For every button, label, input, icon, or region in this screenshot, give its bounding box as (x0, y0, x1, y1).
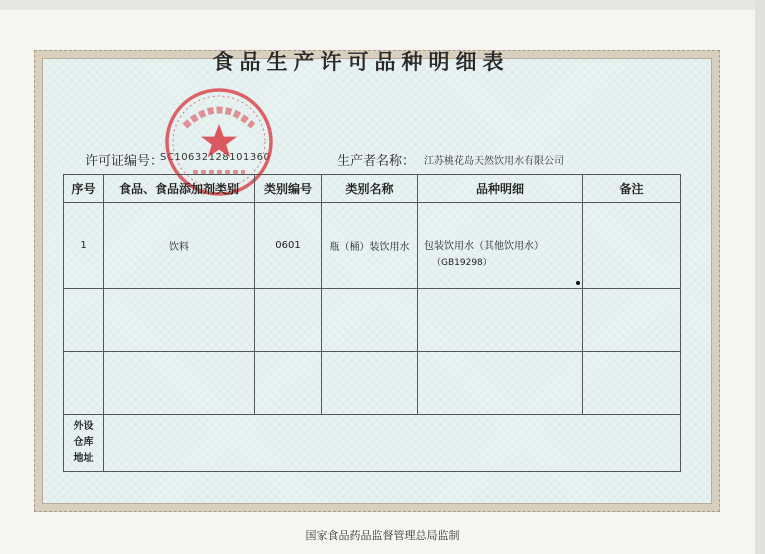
row-category-name: 瓶（桶）装饮用水 (322, 203, 418, 289)
scan-edge (0, 0, 765, 10)
row-remark (583, 203, 681, 289)
scan-edge-right (755, 0, 765, 554)
row-variety-detail (418, 203, 583, 289)
header-food-category: 食品、食品添加剂类别 (104, 175, 255, 203)
table-row-empty (64, 289, 681, 352)
warehouse-address (104, 415, 681, 472)
issuer-footer: 国家食品药品监督管理总局监制 (305, 529, 460, 542)
document-title: 食品生产许可品种明细表 (212, 49, 510, 74)
warehouse-row (64, 415, 681, 472)
table-row-empty (64, 352, 681, 415)
variety-standard: （GB19298） (432, 258, 492, 268)
license-number: SC10632128101360 (160, 152, 271, 163)
variety-text: 包装饮用水（其他饮用水） (424, 241, 544, 252)
row-category-code: 0601 (255, 203, 322, 289)
table-row (64, 203, 681, 289)
product-detail-table (63, 174, 681, 472)
producer-name: 江苏桃花岛天然饮用水有限公司 (424, 156, 564, 167)
header-category-code: 类别编号 (255, 175, 322, 203)
warehouse-label (64, 415, 104, 472)
seal-star-icon (201, 124, 237, 157)
header-serial: 序号 (64, 175, 104, 203)
license-label: 许可证编号： (85, 154, 164, 169)
producer-label: 生产者名称： (337, 154, 416, 169)
header-category-name: 类别名称 (322, 175, 418, 203)
header-variety-detail: 品种明细 (418, 175, 583, 203)
table-header-row (64, 175, 681, 203)
warehouse-label-text: 外设仓库地址 (73, 421, 94, 464)
header-remark: 备注 (583, 175, 681, 203)
row-food-category: 饮料 (104, 203, 255, 289)
row-serial: 1 (64, 203, 104, 289)
ink-mark (576, 281, 580, 285)
